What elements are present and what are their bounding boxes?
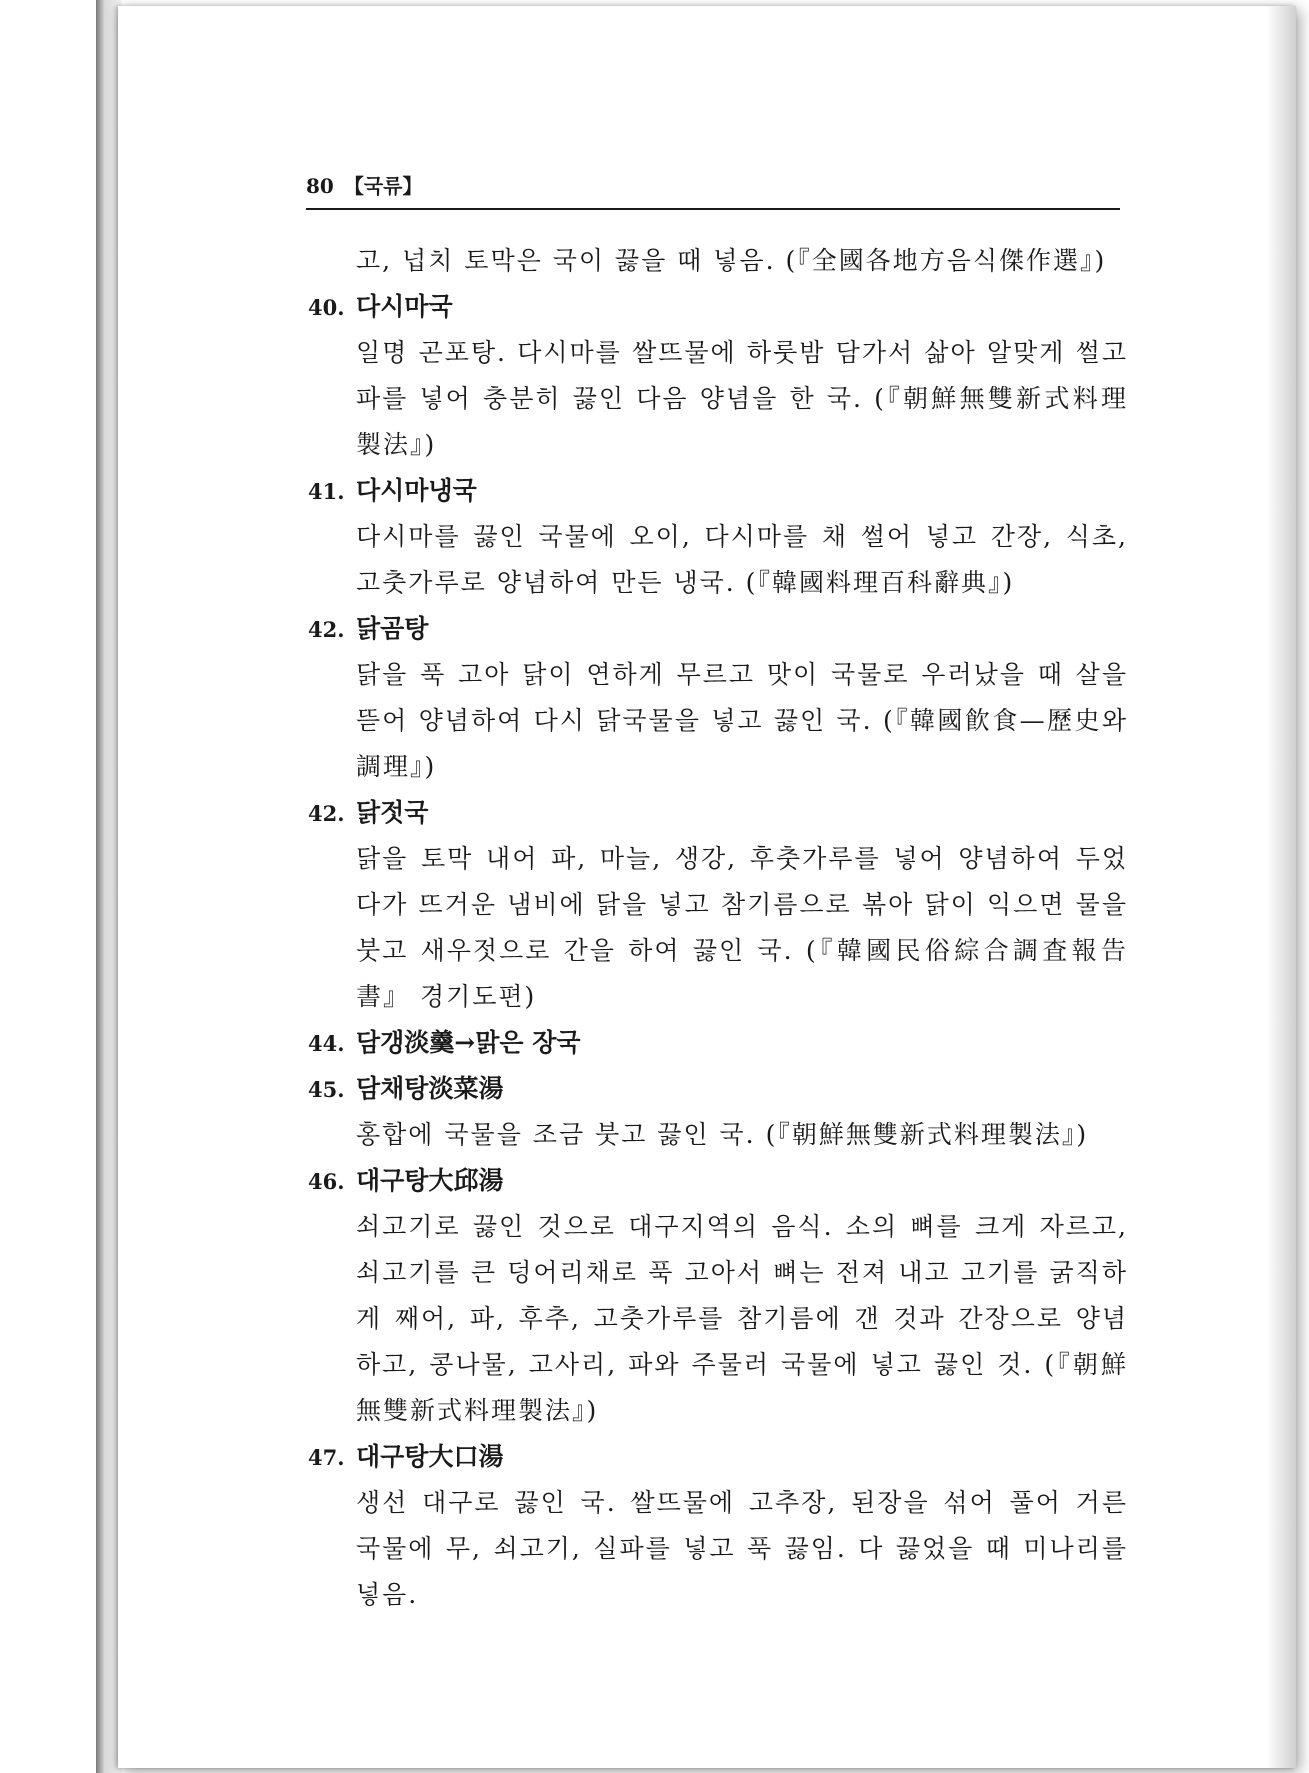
entry-heading [308,1066,1128,1112]
entry-number: 41. [308,479,345,504]
entry-title: 닭젓국 [356,798,429,827]
entry-number: 46. [308,1169,345,1194]
page-number: 80 [306,174,334,198]
entry-title: 닭곰탕 [356,614,429,643]
entry-text: 생선 대구로 끓인 국. 쌀뜨물에 고추장, 된장을 섞어 풀어 거른 국물에 무, 쇠고기, 실파를 넣고 푹 끓임. 다 끓었을 때 미나리를 넣음. [356,1488,1128,1609]
entry-title: 다시마냉국 [356,476,477,505]
entry-41 [308,468,1128,606]
entry-heading [308,1434,1128,1480]
entry-heading [308,790,1128,836]
entry-text: 일명 곤포탕. 다시마를 쌀뜨물에 하룻밤 담가서 삶아 알맞게 썰고 파를 넣어 충분히 끓인 다음 양념을 한 국. (『朝鮮無雙新式料理製法』) [356,338,1128,459]
entry-number: 47. [308,1445,345,1470]
entry-number: 40. [308,295,345,320]
entry-42a [308,606,1128,790]
entry-title: 담갱淡羹→맑은 장국 [356,1028,581,1057]
page-stack-edge [96,0,104,1773]
entry-47 [308,1434,1128,1618]
entry-title: 담채탕淡菜湯 [356,1074,504,1103]
entry-number: 44. [308,1031,345,1056]
entry-text: 홍합에 국물을 조금 붓고 끓인 국. (『朝鮮無雙新式料理製法』) [356,1120,1089,1149]
entry-number: 42. [308,617,345,642]
entry-number: 45. [308,1077,345,1102]
running-header [306,170,1120,210]
entry-text: 쇠고기로 끓인 것으로 대구지역의 음식. 소의 뼈를 크게 자르고, 쇠고기를 큰 덩어리채로 푹 고아서 뼈는 전져 내고 고기를 굵직하게 째어, 파, 후추, 고춧가루를 참기름에 갠 것과 간장으로 양념하고, 콩나물, 고사리, 파와 주물러 국물에 넣고 끓인 것. (『朝鮮無雙新式料理製法』) [356,1212,1128,1425]
entry-title: 대구탕大口湯 [356,1442,504,1471]
entry-heading [308,468,1128,514]
entry-46 [308,1158,1128,1434]
entry-text: 다시마를 끓인 국물에 오이, 다시마를 채 썰어 넣고 간장, 식초, 고춧가루로 양념하여 만든 냉국. (『韓國料理百科辭典』) [356,522,1128,597]
entry-heading [308,606,1128,652]
entry-42b [308,790,1128,1020]
page-content [308,238,1128,1618]
entry-heading [308,284,1128,330]
entry-title: 대구탕大邱湯 [356,1166,504,1195]
section-title: 【국류】 [343,174,423,198]
continued-text: 고, 넙치 토막은 국이 끓을 때 넣음. (『全國各地方음식傑作選』) [356,246,1107,275]
entry-title: 다시마국 [356,292,453,321]
entry-heading [308,1158,1128,1204]
page-right-shadow [1266,6,1296,1768]
entry-45 [308,1066,1128,1158]
entry-text: 닭을 토막 내어 파, 마늘, 생강, 후춧가루를 넣어 양념하여 두었다가 뜨거운 냄비에 닭을 넣고 참기름으로 볶아 닭이 익으면 물을 붓고 새우젓으로 간을 하여 끓인 국. (『韓國民俗綜合調査報告書』 경기도편) [356,844,1128,1011]
entry-40 [308,284,1128,468]
entry-heading [308,1020,1128,1066]
entry-text: 닭을 푹 고아 닭이 연하게 무르고 맛이 국물로 우러났을 때 살을 뜯어 양념하여 다시 닭국물을 넣고 끓인 국. (『韓國飮食—歷史와 調理』) [356,660,1128,781]
entry-number: 42. [308,801,345,826]
entry-44 [308,1020,1128,1066]
